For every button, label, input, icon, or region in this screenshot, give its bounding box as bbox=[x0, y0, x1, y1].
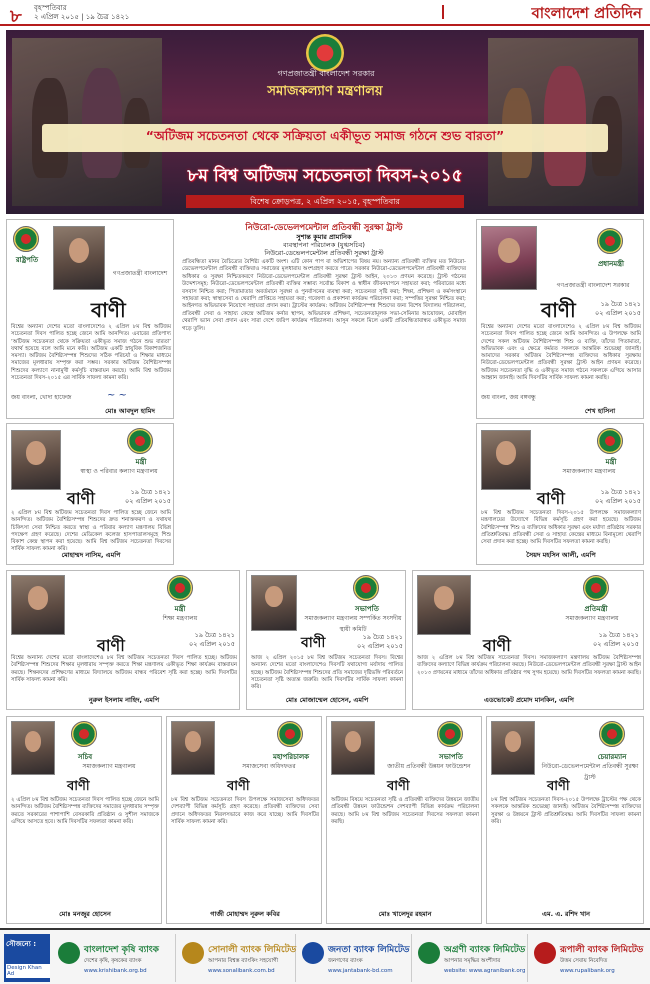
signer-name: নুরুল ইসলাম নাহিদ, এমপি bbox=[88, 696, 160, 704]
message-education-minister bbox=[6, 570, 240, 710]
message-president bbox=[6, 219, 174, 419]
newspaper-brand: বাংলাদেশ প্রতিদিন bbox=[531, 4, 642, 22]
date-english: ০২ এপ্রিল ২০১৫ bbox=[357, 642, 403, 650]
message-dates bbox=[117, 488, 171, 506]
message-dates bbox=[587, 300, 641, 318]
message-health-minister bbox=[6, 423, 174, 565]
bank-name: জনতা ব্যাংক লিমিটেড bbox=[328, 945, 410, 955]
message-row4-3 bbox=[326, 716, 482, 924]
portrait bbox=[481, 226, 537, 290]
bank-tagline: দেশের কৃষি, কৃষকের ব্যাংক bbox=[84, 958, 142, 964]
closing: জয় বাংলা, জয় বঙ্গবন্ধু bbox=[481, 394, 536, 401]
message-heading: বাণী bbox=[67, 779, 90, 794]
portrait bbox=[417, 575, 471, 635]
date-bengali: ১৯ চৈত্র ১৪২১ bbox=[362, 633, 403, 641]
credit-box bbox=[4, 934, 50, 982]
signer-name: মোঃ খালেদুর রহমান bbox=[378, 910, 432, 918]
message-prime-minister bbox=[476, 219, 644, 419]
government-emblem-icon bbox=[306, 34, 344, 72]
bank-website: www.krishibank.org.bd bbox=[84, 968, 147, 974]
emblem-icon bbox=[167, 575, 193, 601]
header-day: বৃহস্পতিবার bbox=[34, 4, 67, 12]
message-row4-2 bbox=[166, 716, 322, 924]
sub-role: স্বাস্থ্য ও পরিবার কল্যাণ মন্ত্রণালয় bbox=[80, 468, 158, 475]
closing: জয় বাংলা, খোদা হাফেজ bbox=[11, 394, 72, 401]
emblem-icon bbox=[599, 721, 625, 747]
sub-role: নিউরো-ডেভেলপমেন্টাল প্রতিবন্ধী সুরক্ষা ট্রাস্ট bbox=[541, 763, 639, 781]
signer-name: মোঃ মনজুর হোসেন bbox=[59, 910, 111, 918]
trust-body: প্রতিবন্ধিতা মানব বৈচিত্র্যের বৈশিষ্ট্য একটি অংশ। এটি কোন পাপ বা অভিশাপের বিষয় নয়। অন্যান্য প্রতিবন্ধী ব্যক্তির মত নিউরো-ডেভেলপমেন্টাল প্রতিবন্ধী ব্যক্তিরাও সমাজের মূলধারায় অংশগ্রহণ করতে পারে। সরকার নিউরো-ডেভেলপমেন্টাল প্রতিবন্ধী ব্যক্তিদের অধিকার ও সুরক্ষা নিশ্চিতকরণে নিউরো-ডেভেলপমেন্টাল প্রতিবন্ধী সুরক্ষা ট্রাস্ট আইন, ২০১৩ প্রণয়ন করেছে। ট্রাস্ট গঠনের উদ্দেশ্যসমূহ: নিউরো-ডেভেলপমেন্টাল প্রতিবন্ধী ব্যক্তির সম্ভাব্য সর্বোচ্চ বিকাশ ও স্বাধীন জীবনযাপনে সহায়তা করা; পরিবারের মধ্যে বসবাস নিশ্চিত করা; পিতামাতার অবর্তমানে সুরক্ষা ও পুনর্বাসনের ব্যবস্থা করা; সচেতনতা সৃষ্টি করা; শিক্ষা, প্রশিক্ষণ ও কর্মসংস্থানে সহায়তা করা; স্বাস্থ্যসেবা ও থেরাপি প্রাপ্তিতে সহায়তা করা; গবেষণা ও প্রকাশনা কার্যক্রম পরিচালনা করা; সম্পত্তির সুরক্ষা নিশ্চিত করা; আইনগত অভিভাবক নিয়োগে সহায়তা প্রদান করা। ট্রাস্টের কার্যক্রম: অটিজম বৈশিষ্ট্যসম্পন্ন শিশুদের জন্য বিশেষ বিদ্যালয় পরিচালনা, প্রতিবন্ধী সেবা ও সাহায্য কেন্দ্রে অটিজম কর্নার স্থাপন, অভিভাবক প্রশিক্ষণ, সচেতনতামূলক সভা-সেমিনার আয়োজন, মোবাইল থেরাপি ভ্যান সেবা প্রদান এবং সারা দেশে জরিপ কার্যক্রম পরিচালনা। আসুন সকলে মিলে একটি প্রতিবন্ধিতাবান্ধব একীভূত সমাজ গড়ে তুলি। bbox=[182, 259, 466, 332]
date-bengali: ১৯ চৈত্র ১৪২১ bbox=[194, 631, 235, 639]
sub-role: জাতীয় প্রতিবন্ধী উন্নয়ন ফাউন্ডেশন bbox=[387, 763, 471, 770]
date-bengali: ১৯ চৈত্র ১৪২১ bbox=[600, 300, 641, 308]
message-heading: বাণী bbox=[227, 779, 250, 794]
message-body: ৮ম বিশ্ব অটিজম সচেতনতা দিবস-২০১৫ উপলক্ষে ট্রাস্টের পক্ষ থেকে সকলকে আন্তরিক শুভেচ্ছা জানাই। অটিজম বৈশিষ্ট্যসম্পন্ন ব্যক্তিদের সুরক্ষা ও উন্নয়নে ট্রাস্ট প্রতিশ্রুতিবদ্ধ। আমি দিবসটির সাফল্য কামনা করি। bbox=[491, 797, 641, 825]
portrait bbox=[11, 721, 55, 775]
portrait bbox=[11, 430, 61, 490]
sub-role: গণপ্রজাতন্ত্রী বাংলাদেশ সরকার bbox=[556, 282, 630, 289]
sponsor-bank-4[interactable] bbox=[414, 934, 528, 982]
message-heading: বাণী bbox=[67, 489, 95, 508]
header-date-line: ২ এপ্রিল ২০১৫ | ১৯ চৈত্র ১৪২১ bbox=[34, 13, 130, 21]
event-banner bbox=[6, 30, 644, 214]
message-body: ২ এপ্রিল ৮ম বিশ্ব অটিজম সচেতনতা দিবস পালিত হচ্ছে জেনে আমি আনন্দিত। অটিজম বৈশিষ্ট্যসম্পন্ন শিশুদের দ্রুত শনাক্তকরণ ও যথাযথ চিকিৎসা সেবা নিশ্চিত করতে স্বাস্থ্য ও পরিবার কল্যাণ মন্ত্রণালয় বিভিন্ন পদক্ষেপ গ্রহণ করেছে। দেশের মেডিকেল কলেজ হাসপাতালসমূহে শিশু বিকাশ কেন্দ্র স্থাপন করা হয়েছে। আমি বিশ্ব অটিজম সচেতনতা দিবসের সার্বিক সাফল্য কামনা করি। bbox=[11, 510, 171, 553]
message-body: বিশ্বের অন্যান্য দেশের মতো বাংলাদেশেও ২ এপ্রিল ৮ম বিশ্ব অটিজম সচেতনতা দিবস পালিত হচ্ছে জেনে আমি আনন্দিত। এবারের প্রতিপাদ্য ‘অটিজম সচেতনতা থেকে সক্রিয়তা একীভূত সমাজ গঠনে শুভ বারতা’ যথার্থ হয়েছে বলে আমি মনে করি। অটিজম একটি স্নায়ুবিক বিকাশজনিত সমস্যা। অটিজম বৈশিষ্ট্যসম্পন্ন শিশুদের সঠিক পরিচর্যা ও শিক্ষার মাধ্যমে সমাজের মূলধারায় সম্পৃক্ত করা সম্ভব। সরকার অটিজম বৈশিষ্ট্যসম্পন্ন শিশুদের কল্যাণে নানামুখী কর্মসূচি বাস্তবায়ন করছে। আমি বিশ্ব অটিজম সচেতনতা দিবস-২০১৫ এর সার্বিক সাফল্য কামনা করি। bbox=[11, 324, 171, 382]
message-body: ৮ম বিশ্ব অটিজম সচেতনতা দিবস-২০১৫ উপলক্ষে সমাজকল্যাণ মন্ত্রণালয়ের উদ্যোগে বিভিন্ন কর্মসূচি গ্রহণ করা হয়েছে। অটিজম বৈশিষ্ট্যসম্পন্ন শিশু ও ব্যক্তিদের অধিকার সুরক্ষা এবং মর্যাদা প্রতিষ্ঠায় সরকার প্রতিশ্রুতিবদ্ধ। প্রতিবন্ধী সেবা ও সাহায্য কেন্দ্রের মাধ্যমে বিনামূল্যে থেরাপি সেবা প্রদান করা হচ্ছে। আমি দিবসটির সফলতা কামনা করছি। bbox=[481, 510, 641, 546]
bank-tagline: আপনার সমৃদ্ধির অংশীদার bbox=[444, 958, 501, 964]
date-english: ০২ এপ্রিল ২০১৫ bbox=[189, 640, 235, 648]
message-row4-1 bbox=[6, 716, 162, 924]
date-english: ০২ এপ্রিল ২০১৫ bbox=[595, 309, 641, 317]
bank-tagline: আপনার বিশ্বস্ত ব্যাংকিং সহযোগী bbox=[208, 958, 279, 964]
date-bengali: ১৯ চৈত্র ১৪২১ bbox=[130, 488, 171, 496]
date-english: ০২ এপ্রিল ২০১৫ bbox=[595, 497, 641, 505]
portrait bbox=[171, 721, 215, 775]
bank-logo-icon bbox=[58, 942, 80, 964]
bank-name: অগ্রণী ব্যাংক লিমিটেড bbox=[444, 945, 526, 955]
sponsor-bank-1[interactable] bbox=[54, 934, 176, 982]
message-heading: বাণী bbox=[97, 636, 125, 655]
bank-website: www.jantabank-bd.com bbox=[328, 968, 393, 974]
role-title: প্রধানমন্ত্রী bbox=[597, 260, 625, 268]
date-bengali: ১৯ চৈত্র ১৪২১ bbox=[598, 631, 639, 639]
signature: ~ ~ bbox=[107, 390, 127, 401]
role-title: মহাপরিচালক bbox=[272, 753, 310, 761]
bank-website: www.sonalibank.com.bd bbox=[208, 968, 275, 974]
message-parliament-committee bbox=[246, 570, 406, 710]
role-title: সভাপতি bbox=[439, 753, 463, 761]
bank-name: রূপালী ব্যাংক লিমিটেড bbox=[560, 945, 644, 955]
sub-role: সমাজকল্যাণ মন্ত্রণালয় bbox=[565, 615, 619, 622]
sponsor-bank-2[interactable] bbox=[178, 934, 296, 982]
message-social-welfare-minister bbox=[476, 423, 644, 565]
date-english: ০২ এপ্রিল ২০১৫ bbox=[125, 497, 171, 505]
message-heading: বাণী bbox=[91, 298, 126, 322]
signer-name: মোঃ মোজাম্মেল হোসেন, এমপি bbox=[285, 696, 369, 704]
message-body: অটিজম বিষয়ে সচেতনতা সৃষ্টি ও প্রতিবন্ধী ব্যক্তিদের উন্নয়নে জাতীয় প্রতিবন্ধী উন্নয়ন ফাউন্ডেশন দেশব্যাপী বিভিন্ন কার্যক্রম পরিচালনা করছে। আমি ৮ম বিশ্ব অটিজম সচেতনতা দিবসের সফলতা কামনা করছি। bbox=[331, 797, 479, 825]
bank-website: website: www.agranibank.org bbox=[444, 968, 526, 974]
emblem-icon bbox=[597, 428, 623, 454]
message-body: বিশ্বের অন্যান্য দেশের মতো বাংলাদেশেও ৮ম বিশ্ব অটিজম সচেতনতা দিবস পালিত হচ্ছে। অটিজম বৈশিষ্ট্যসম্পন্ন শিশুদের শিক্ষার মূলধারায় সম্পৃক্ত করতে শিক্ষা মন্ত্রণালয় একীভূত শিক্ষা কার্যক্রম বাস্তবায়ন করছে। শিক্ষকদের প্রশিক্ষণের মাধ্যমে বিদ্যালয়ে অটিজম বান্ধব পরিবেশ সৃষ্টি করা হচ্ছে। আমি দিবসটির সার্বিক সাফল্য কামনা করি। bbox=[11, 655, 237, 683]
role-title: মন্ত্রী bbox=[135, 458, 147, 466]
trust-author-role: ব্যবস্থাপনা পরিচালক (যুগ্মসচিব) bbox=[283, 241, 365, 249]
sub-role: সমাজসেবা অধিদফতর bbox=[242, 763, 296, 770]
emblem-icon bbox=[127, 428, 153, 454]
sub-role: শিক্ষা মন্ত্রণালয় bbox=[162, 615, 198, 622]
bank-logo-icon bbox=[534, 942, 556, 964]
message-body: ২ এপ্রিল ৮ম বিশ্ব অটিজম সচেতনতা দিবস পালিত হচ্ছে জেনে আমি আনন্দিত। অটিজম বৈশিষ্ট্যসম্পন্ন ব্যক্তিদের সমাজের মূলধারায় সম্পৃক্ত করতে সরকারের পাশাপাশি বেসরকারি প্রতিষ্ঠান ও সুশীল সমাজকে এগিয়ে আসতে হবে। আমি দিবসটির সফলতা কামনা করি। bbox=[11, 797, 159, 825]
banner-event-date: বিশেষ ক্রোড়পত্র, ২ এপ্রিল ২০১৫, বৃহস্পতিবার bbox=[186, 195, 464, 208]
trust-author-org: নিউরো-ডেভেলপমেন্টাল প্রতিবন্ধী সুরক্ষা ট্রাস্ট bbox=[264, 249, 384, 257]
trust-author bbox=[178, 233, 470, 257]
trust-author-name: সুশান্ত কুমার প্রামানিক bbox=[296, 233, 352, 241]
message-body: বিশ্বের অন্যান্য দেশের মতো বাংলাদেশেও ২ এপ্রিল ৮ম বিশ্ব অটিজম সচেতনতা দিবস পালিত হচ্ছে জেনে আমি আনন্দিত। এ উপলক্ষে আমি দেশের সকল অটিজম বৈশিষ্ট্যসম্পন্ন শিশু ও ব্যক্তি, তাঁদের পিতামাতা, অভিভাবক এবং এ ক্ষেত্রে কর্মরত সকলকে আন্তরিক শুভেচ্ছা জানাই। আমাদের সরকার অটিজম বৈশিষ্ট্যসম্পন্ন ব্যক্তিদের অধিকার সুরক্ষায় নিউরো-ডেভেলপমেন্টাল প্রতিবন্ধী সুরক্ষা ট্রাস্ট আইন প্রণয়ন করেছে। অটিজম সচেতনতা বৃদ্ধি ও একীভূত সমাজ গঠনে সকলকে এগিয়ে আসার আহ্বান জানাই। আমি দিবসটির সার্বিক সাফল্য কামনা করছি। bbox=[481, 324, 641, 382]
message-dates bbox=[347, 633, 403, 651]
date-bengali: ১৯ চৈত্র ১৪২১ bbox=[600, 488, 641, 496]
signer-name: এম. এ. রশিদ খান bbox=[542, 910, 590, 918]
bank-logo-icon bbox=[302, 942, 324, 964]
sponsor-bank-3[interactable] bbox=[298, 934, 412, 982]
emblem-icon bbox=[597, 228, 623, 254]
emblem-icon bbox=[583, 575, 609, 601]
sub-role: সমাজকল্যাণ মন্ত্রণালয় bbox=[562, 468, 616, 475]
message-heading: বাণী bbox=[541, 298, 576, 322]
emblem-icon bbox=[437, 721, 463, 747]
banner-slogan: “অটিজম সচেতনতা থেকে সক্রিয়তা একীভূত সমাজ গঠনে শুভ বারতা” bbox=[42, 124, 608, 152]
emblem-icon bbox=[353, 575, 379, 601]
emblem-icon bbox=[277, 721, 303, 747]
message-body: ৮ম বিশ্ব অটিজম সচেতনতা দিবস উপলক্ষে সমাজসেবা অধিদফতর দেশব্যাপী বিভিন্ন কর্মসূচি গ্রহণ করেছে। প্রতিবন্ধী ব্যক্তিদের সেবা প্রদানে অধিদফতর নিরলসভাবে কাজ করে যাচ্ছে। আমি দিবসটির সার্বিক সাফল্য কামনা করি। bbox=[171, 797, 319, 825]
credit-label: সৌজন্যে : bbox=[6, 940, 36, 948]
signer-name: শেখ হাসিনা bbox=[584, 407, 616, 415]
message-heading: বাণী bbox=[483, 636, 511, 655]
role-title: রাষ্ট্রপতি bbox=[15, 256, 39, 264]
portrait bbox=[11, 575, 65, 635]
sub-role: সমাজকল্যাণ মন্ত্রণালয় সম্পর্কিত সংসদীয় স্থায়ী কমিটি bbox=[304, 615, 402, 633]
message-heading: বাণী bbox=[301, 635, 326, 651]
bank-tagline: জনগণের ব্যাংক bbox=[328, 958, 363, 964]
message-dates bbox=[587, 488, 641, 506]
portrait bbox=[53, 226, 105, 290]
message-body: আজ ২ এপ্রিল ২০১৫ ৮ম বিশ্ব অটিজম সচেতনতা দিবস। বিশ্বের অন্যান্য দেশের মতো বাংলাদেশেও দিবসটি যথাযোগ্য মর্যাদায় পালিত হচ্ছে। অটিজম বৈশিষ্ট্যসম্পন্ন শিশুদের প্রতি সমাজের দৃষ্টিভঙ্গি পরিবর্তনে সচেতনতা সৃষ্টি অত্যন্ত জরুরি। আমি দিবসটির সার্বিক সাফল্য কামনা করি। bbox=[251, 655, 403, 691]
role-title: সভাপতি bbox=[355, 605, 379, 613]
sponsor-bank-5[interactable] bbox=[530, 934, 648, 982]
signer-name: এডভোকেট প্রমোদ মানকিন, এমপি bbox=[484, 696, 574, 704]
date-english: ০২ এপ্রিল ২০১৫ bbox=[593, 640, 639, 648]
message-dates bbox=[177, 631, 235, 649]
bank-name: সোনালী ব্যাংক লিমিটেড bbox=[208, 945, 297, 955]
bank-name: বাংলাদেশ কৃষি ব্যাংক bbox=[84, 945, 159, 955]
design-credit: Design Khan Ad bbox=[6, 964, 50, 978]
bank-logo-icon bbox=[418, 942, 440, 964]
header-divider bbox=[442, 5, 444, 19]
message-state-minister bbox=[412, 570, 644, 710]
emblem-icon bbox=[13, 226, 39, 252]
role-title: মন্ত্রী bbox=[174, 605, 186, 613]
role-title: সচিব bbox=[77, 753, 93, 761]
signer-name: সৈয়দ মহসিন আলী, এমপি bbox=[526, 551, 596, 559]
portrait bbox=[251, 575, 297, 631]
bank-website: www.rupalibank.org bbox=[560, 968, 615, 974]
bank-logo-icon bbox=[182, 942, 204, 964]
portrait bbox=[481, 430, 531, 490]
banner-ministry: সমাজকল্যাণ মন্ত্রণালয় bbox=[267, 84, 383, 99]
role-title: মন্ত্রী bbox=[605, 458, 617, 466]
message-heading: বাণী bbox=[387, 779, 410, 794]
message-row4-4 bbox=[486, 716, 644, 924]
sub-role: সমাজকল্যাণ মন্ত্রণালয় bbox=[82, 763, 136, 770]
message-dates bbox=[581, 631, 639, 649]
message-heading: বাণী bbox=[537, 489, 565, 508]
banner-event-title: ৮ম বিশ্ব অটিজম সচেতনতা দিবস-২০১৫ bbox=[187, 166, 463, 186]
trust-title: নিউরো-ডেভেলপমেন্টাল প্রতিবন্ধী সুরক্ষা ট্রাস্ট bbox=[245, 223, 403, 233]
role-title: চেয়ারম্যান bbox=[597, 753, 627, 761]
portrait bbox=[331, 721, 375, 775]
banner-government: গণপ্রজাতন্ত্রী বাংলাদেশ সরকার bbox=[277, 69, 375, 78]
sponsor-footer bbox=[0, 928, 650, 984]
signer-name: মোহাম্মদ নাসিম, এমপি bbox=[61, 551, 121, 559]
role-title: প্রতিমন্ত্রী bbox=[584, 605, 608, 613]
portrait bbox=[491, 721, 535, 775]
bank-tagline: উত্তম সেবায় নিবেদিত bbox=[560, 958, 608, 964]
page-number: ৮ bbox=[10, 6, 22, 27]
signer-name: মোঃ আবদুল হামিদ bbox=[105, 407, 155, 415]
page-header bbox=[0, 0, 650, 26]
emblem-icon bbox=[71, 721, 97, 747]
message-heading: বাণী bbox=[547, 779, 570, 794]
signer-name: গাজী মোহাম্মদ নূরুল কবির bbox=[210, 910, 280, 918]
header-date bbox=[34, 4, 129, 22]
message-body: আজ ২ এপ্রিল ৮ম বিশ্ব অটিজম সচেতনতা দিবস। সমাজকল্যাণ মন্ত্রণালয় অটিজম বৈশিষ্ট্যসম্পন্ন ব্যক্তিদের কল্যাণে বিভিন্ন কার্যক্রম পরিচালনা করছে। নিউরো-ডেভেলপমেন্টাল প্রতিবন্ধী সুরক্ষা ট্রাস্ট আইন ২০১৩ প্রণয়নের মাধ্যমে তাঁদের অধিকার প্রতিষ্ঠার পথ সুগম হয়েছে। আমি দিবসটির সফলতা কামনা করছি। bbox=[417, 655, 641, 676]
sub-role: গণপ্রজাতন্ত্রী বাংলাদেশ bbox=[112, 270, 168, 277]
